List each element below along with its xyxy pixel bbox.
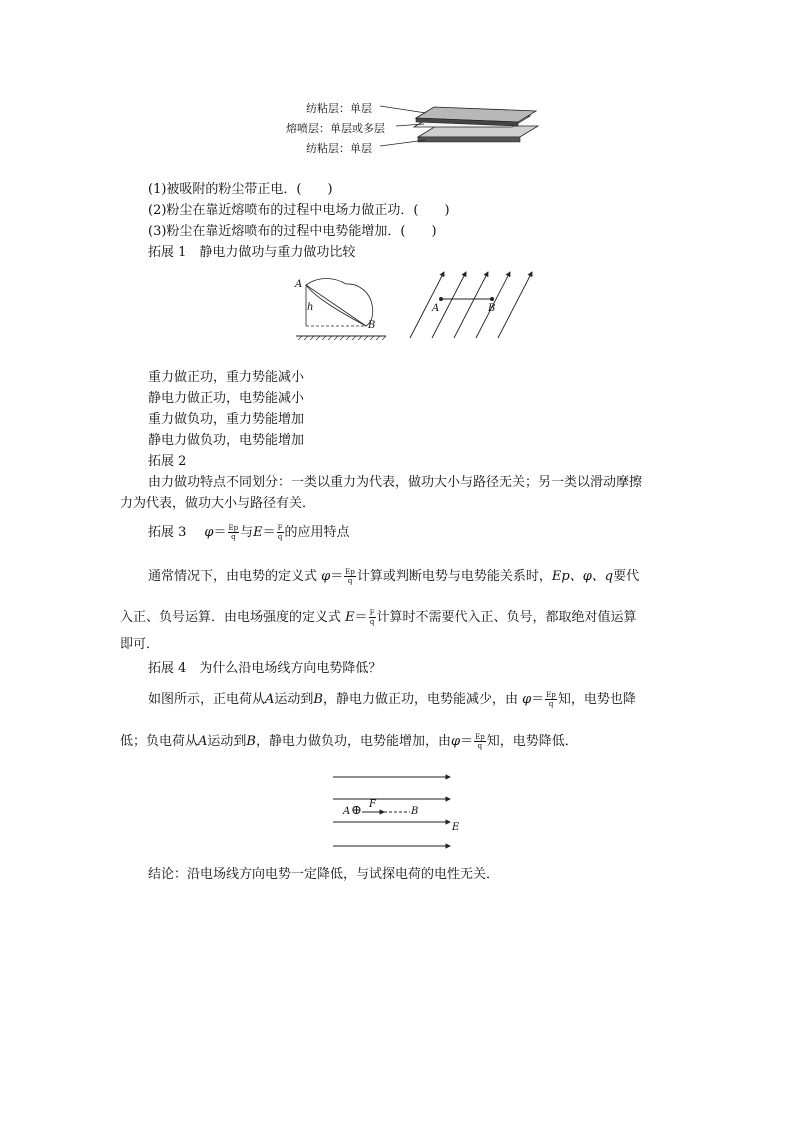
extension-3-paragraph-line-3: 即可． <box>120 637 160 652</box>
question-1: (1)被吸附的粉尘带正电．( ) <box>148 182 333 197</box>
extension-2-title: 拓展 2 <box>148 454 187 469</box>
point-a-label: A <box>295 279 303 290</box>
point-a-label: A <box>432 303 440 314</box>
field-e-label: E <box>452 822 460 833</box>
compare-line-2: 静电力做正功，电势能减小 <box>148 391 305 406</box>
extension-3-title: 拓展 3 φ＝ $\frac{Ep}{q}$ 与E＝ $\frac{F}{q}$ 的应用特点 <box>148 524 350 541</box>
compare-line-4: 静电力做负功，电势能增加 <box>148 433 305 448</box>
label-middle-layer: 熔喷层：单层或多层 <box>286 122 385 135</box>
height-label: h <box>307 302 314 313</box>
label-bottom-layer: 纺粘层：单层 <box>306 142 372 155</box>
point-b-label: B <box>488 303 496 314</box>
point-b-label: B <box>368 320 376 331</box>
extension-4-title: 拓展 4 为什么沿电场线方向电势降低？ <box>148 661 382 676</box>
extension-2-line-2: 力为代表，做功大小与路径有关． <box>120 496 316 511</box>
conclusion: 结论：沿电场线方向电势一定降低，与试探电荷的电性无关． <box>148 867 500 882</box>
compare-line-3: 重力做负功，重力势能增加 <box>148 412 305 427</box>
extension-4-paragraph-line-1: 如图所示，正电荷从A运动到B，静电力做正功，电势能减少，由 φ＝ $\frac{Ep}{q}$ 知，电势也降 <box>148 691 636 708</box>
formula-e-fraction: $\frac{F}{q}$ <box>277 524 283 541</box>
extension-4-paragraph-line-2: 低；负电荷从A运动到B，静电力做负功，电势能增加，由φ＝ $\frac{Ep}{q}$ 知，电势降低． <box>120 733 578 750</box>
positive-charge-icon: ⊕ <box>351 803 362 818</box>
extension-1-title: 拓展 1 静电力做功与重力做功比较 <box>148 245 356 260</box>
extension-3-paragraph-line-2: 入正、负号运算．由电场强度的定义式 E＝ $\frac{F}{q}$ 计算时不需要代入正、负号，都取绝对值运算 <box>120 609 637 626</box>
extension-2-line-1: 由力做功特点不同划分：一类以重力为代表，做功大小与路径无关；另一类以滑动摩擦 <box>148 475 643 490</box>
label-top-layer: 纺粘层：单层 <box>306 102 372 115</box>
point-a-label: A <box>343 806 351 817</box>
compare-line-1: 重力做正功，重力势能减小 <box>148 370 305 385</box>
force-label: F <box>369 799 376 810</box>
point-b-label: B <box>411 806 419 817</box>
extension-3-paragraph-line-1: 通常情况下，由电势的定义式 φ＝ $\frac{Ep}{q}$ 计算或判断电势与电势能关系时，Ep、φ、q要代 <box>148 568 640 585</box>
question-3: (3)粉尘在靠近熔喷布的过程中电势能增加．( ) <box>148 224 437 239</box>
formula-phi-fraction: $\frac{Ep}{q}$ <box>228 524 239 541</box>
question-2: (2)粉尘在靠近熔喷布的过程中电场力做正功．( ) <box>148 203 450 218</box>
